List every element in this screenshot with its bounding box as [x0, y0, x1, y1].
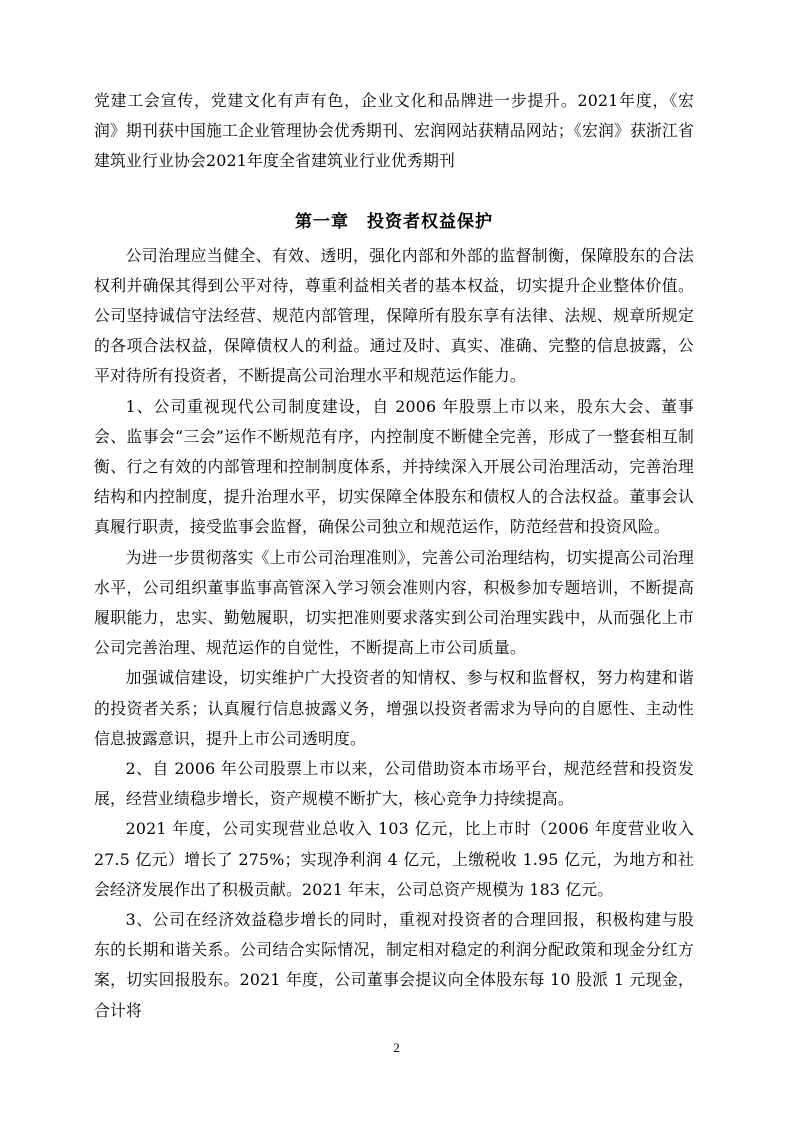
page-number: 2: [393, 1040, 400, 1055]
paragraph: 2021 年度，公司实现营业总收入 103 亿元，比上市时（2006 年度营业收入 27.5 亿元）增长了 275%；实现净利润 4 亿元，上缴税收 1.95 亿元，为地方和社会经济发展作出了积极贡献。2021 年末，公司总资产规模为 183 亿元。: [94, 819, 694, 899]
paragraph: 1、公司重视现代公司制度建设，自 2006 年股票上市以来，股东大会、董事会、监事会“三会”运作不断规范有序，内控制度不断健全完善，形成了一整套相互制衡、行之有效的内部管理和控制制度体系，并持续深入开展公司治理活动，完善治理结构和内控制度，提升治理水平，切实保障全体股东和债权人的合法权益。董事会认真履行职责，接受监事会监督，确保公司独立和规范运作，防范经营和投资风险。: [94, 396, 694, 537]
paragraph: 3、公司在经济效益稳步增长的同时，重视对投资者的合理回报，积极构建与股东的长期和谐关系。公司结合实际情况，制定相对稳定的利润分配政策和现金分红方案，切实回报股东。2021 年度，公司董事会提议向全体股东每 10 股派 1 元现金，合计将: [94, 910, 694, 1020]
chapter-title: 第一章 投资者权益保护: [295, 211, 493, 232]
paragraph: 加强诚信建设，切实维护广大投资者的知情权、参与权和监督权，努力构建和谐的投资者关系；认真履行信息披露义务，增强以投资者需求为导向的自愿性、主动性信息披露意识，提升上市公司透明度。: [94, 668, 694, 748]
paragraph: 公司治理应当健全、有效、透明，强化内部和外部的监督制衡，保障股东的合法权利并确保其得到公平对待，尊重利益相关者的基本权益，切实提升企业整体价值。公司坚持诚信守法经营、规范内部管理，保障所有股东享有法律、法规、规章所规定的各项合法权益，保障债权人的利益。通过及时、真实、准确、完整的信息披露，公平对待所有投资者，不断提高公司治理水平和规范运作能力。: [94, 245, 694, 386]
paragraph: 2、自 2006 年公司股票上市以来，公司借助资本市场平台，规范经营和投资发展，经营业绩稳步增长，资产规模不断扩大，核心竞争力持续提高。: [94, 759, 694, 809]
paragraph: 为进一步贯彻落实《上市公司治理准则》，完善公司治理结构，切实提高公司治理水平，公司组织董事监事高管深入学习领会准则内容，积极参加专题培训，不断提高履职能力，忠实、勤勉履职，切实把准则要求落实到公司治理实践中，从而强化上市公司完善治理、规范运作的自觉性，不断提高上市公司质量。: [94, 547, 694, 658]
document-page: [94, 86, 694, 1026]
paragraph-continued: 党建工会宣传，党建文化有声有色，企业文化和品牌进一步提升。2021年度，《宏润》期刊获中国施工企业管理协会优秀期刊、宏润网站获精品网站；《宏润》获浙江省建筑业行业协会2021年度全省建筑业行业优秀期刊: [94, 91, 694, 171]
